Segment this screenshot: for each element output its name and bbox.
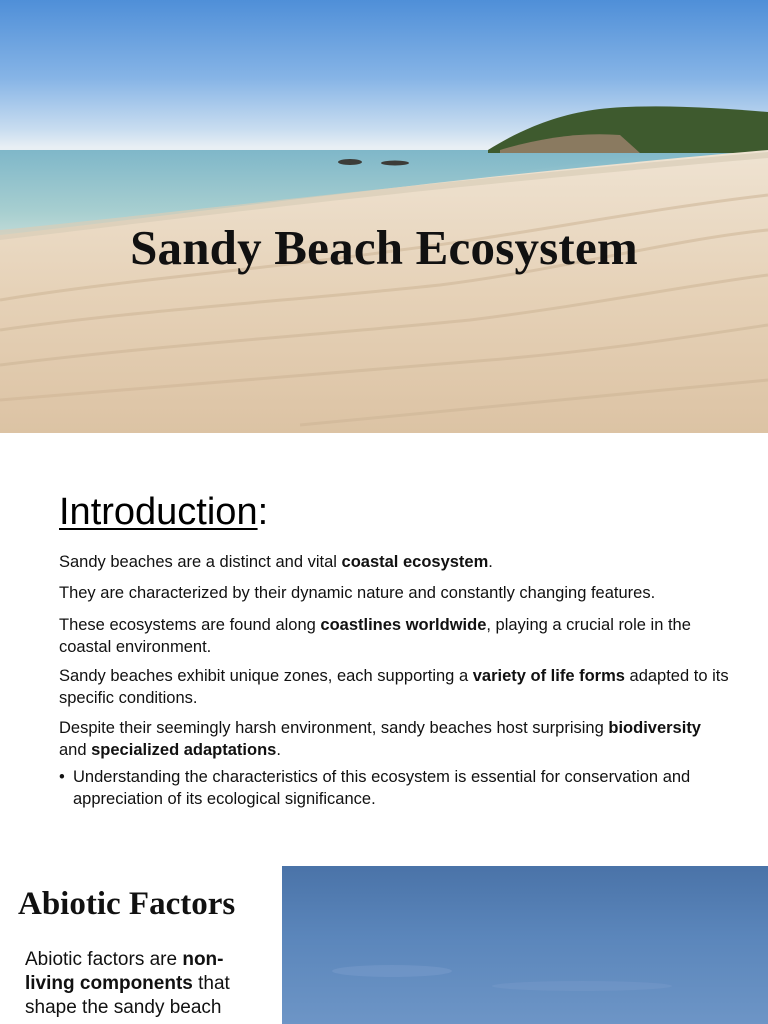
- abiotic-title: Abiotic Factors: [18, 886, 236, 922]
- text-run: They are characterized by their dynamic nature and constantly changing features.: [59, 584, 656, 602]
- text-run: Despite their seemingly harsh environment, sandy beaches host surprising: [59, 719, 609, 737]
- text-run: adapted to its specific conditions.: [59, 667, 729, 707]
- text-run: , playing a crucial role in the coastal environment.: [59, 616, 691, 656]
- text-run: and: [59, 741, 92, 759]
- text-run: .: [488, 553, 493, 571]
- bold-run: non-living components: [25, 949, 224, 994]
- abiotic-slide: [0, 866, 768, 1024]
- bold-run: specialized adaptations: [91, 741, 277, 759]
- abiotic-paragraph: [25, 948, 255, 1020]
- text-run: that shape the sandy beach: [25, 973, 230, 1018]
- slide-title: Sandy Beach Ecosystem: [130, 220, 638, 275]
- text-run: Abiotic factors are: [25, 949, 183, 970]
- text-run: .: [276, 741, 281, 759]
- sky-photo-icon: [282, 866, 768, 1024]
- bold-run: coastlines worldwide: [320, 616, 487, 634]
- intro-paragraph: [59, 665, 729, 709]
- intro-heading-word: Introduction: [59, 491, 258, 533]
- title-slide: [0, 0, 768, 433]
- intro-heading-colon: :: [257, 491, 269, 533]
- intro-paragraph: [59, 582, 729, 604]
- intro-heading: [59, 491, 268, 534]
- bullet-icon: •: [59, 768, 65, 786]
- intro-paragraph: [59, 717, 729, 761]
- intro-paragraph: [59, 614, 729, 658]
- text-run: These ecosystems are found along: [59, 616, 321, 634]
- bold-run: variety of life forms: [472, 667, 625, 685]
- beach-photo-icon: [0, 0, 768, 433]
- bold-run: biodiversity: [608, 719, 701, 737]
- text-run: Sandy beaches exhibit unique zones, each supporting a: [59, 667, 473, 685]
- text-run: Sandy beaches are a distinct and vital: [59, 553, 342, 571]
- introduction-slide: [0, 433, 768, 866]
- intro-paragraph: [59, 551, 729, 573]
- bold-run: coastal ecosystem: [341, 553, 489, 571]
- bullet-text: Understanding the characteristics of this ecosystem is essential for conservation and appreciation of its ecological significance.: [73, 768, 691, 808]
